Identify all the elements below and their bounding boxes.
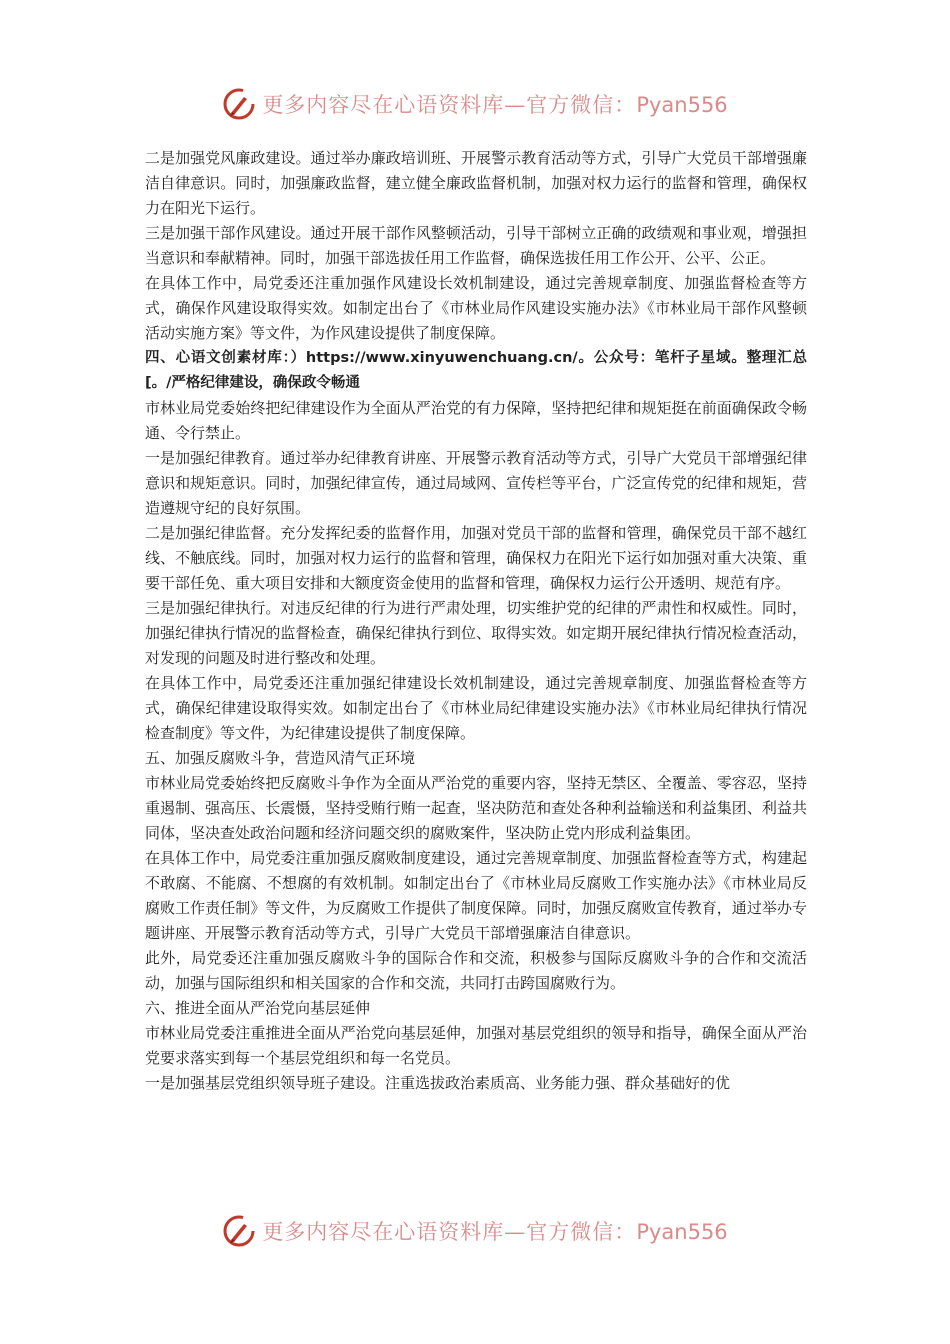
section-heading: 四、心语文创素材库：）https://www.xinyuwenchuang.cn/。公众号：笔杆子星域。整理汇总[。/严格纪律建设，确保政令畅通 [145, 350, 807, 391]
header-banner [0, 84, 950, 124]
paragraph: 市林业局党委始终把纪律建设作为全面从严治党的有力保障，坚持把纪律和规矩挺在前面确保政令畅通、令行禁止。 [145, 399, 807, 442]
paragraph: 此外，局党委还注重加强反腐败斗争的国际合作和交流，积极参与国际反腐败斗争的合作和交流活动，加强与国际组织和相关国家的合作和交流，共同打击跨国腐败行为。 [145, 949, 807, 992]
paragraph: 一是加强基层党组织领导班子建设。注重选拔政治素质高、业务能力强、群众基础好的优 [145, 1074, 731, 1092]
paragraph: 二是加强党风廉政建设。通过举办廉政培训班、开展警示教育活动等方式，引导广大党员干部增强廉洁自律意识。同时，加强廉政监督，建立健全廉政监督机制，加强对权力运行的监督和管理，确保权力在阳光下运行。 [145, 149, 807, 217]
paragraph: 市林业局党委注重推进全面从严治党向基层延伸，加强对基层党组织的领导和指导，确保全面从严治党要求落实到每一个基层党组织和每一名党员。 [145, 1024, 807, 1067]
wechat-id: Pyan556 [636, 93, 728, 117]
paragraph: 市林业局党委始终把反腐败斗争作为全面从严治党的重要内容，坚持无禁区、全覆盖、零容忍，坚持重遏制、强高压、长震慑，坚持受贿行贿一起查，坚决防范和查处各种利益输送和利益集团、利益共同体，坚决查处政治问题和经济问题交织的腐败案件，坚决防止党内形成利益集团。 [145, 774, 807, 842]
banner-text: 更多内容尽在心语资料库—官方微信：Pyan556 [262, 93, 728, 117]
brush-logo-icon [222, 87, 256, 121]
paragraph: 五、加强反腐败斗争，营造风清气正环境 [145, 749, 416, 767]
document-body [145, 146, 807, 1096]
paragraph: 在具体工作中，局党委还注重加强作风建设长效机制建设，通过完善规章制度、加强监督检查等方式，确保作风建设取得实效。如制定出台了《市林业局作风建设实施办法》《市林业局干部作风整顿活动实施方案》等文件，为作风建设提供了制度保障。 [145, 274, 807, 342]
paragraph: 在具体工作中，局党委注重加强反腐败制度建设，通过完善规章制度、加强监督检查等方式，构建起不敢腐、不能腐、不想腐的有效机制。如制定出台了《市林业局反腐败工作实施办法》《市林业局反腐败工作责任制》等文件，为反腐败工作提供了制度保障。同时，加强反腐败宣传教育，通过举办专题讲座、开展警示教育活动等方式，引导广大党员干部增强廉洁自律意识。 [145, 849, 807, 942]
brush-logo-icon [222, 1214, 256, 1248]
paragraph: 三是加强纪律执行。对违反纪律的行为进行严肃处理，切实维护党的纪律的严肃性和权威性。同时，加强纪律执行情况的监督检查，确保纪律执行到位、取得实效。如定期开展纪律执行情况检查活动，对发现的问题及时进行整改和处理。 [145, 599, 807, 667]
paragraph: 六、推进全面从严治党向基层延伸 [145, 999, 371, 1017]
paragraph: 一是加强纪律教育。通过举办纪律教育讲座、开展警示教育活动等方式，引导广大党员干部增强纪律意识和规矩意识。同时，加强纪律宣传，通过局域网、宣传栏等平台，广泛宣传党的纪律和规矩，营造遵规守纪的良好氛围。 [145, 449, 807, 517]
footer-banner [0, 1211, 950, 1251]
paragraph: 三是加强干部作风建设。通过开展干部作风整顿活动，引导干部树立正确的政绩观和事业观，增强担当意识和奉献精神。同时，加强干部选拔任用工作监督，确保选拔任用工作公开、公平、公正。 [145, 224, 807, 267]
wechat-id: Pyan556 [636, 1220, 728, 1244]
paragraph: 二是加强纪律监督。充分发挥纪委的监督作用，加强对党员干部的监督和管理，确保党员干部不越红线、不触底线。同时，加强对权力运行的监督和管理，确保权力在阳光下运行如加强对重大决策、重要干部任免、重大项目安排和大额度资金使用的监督和管理，确保权力运行公开透明、规范有序。 [145, 524, 807, 592]
paragraph: 在具体工作中，局党委还注重加强纪律建设长效机制建设，通过完善规章制度、加强监督检查等方式，确保纪律建设取得实效。如制定出台了《市林业局纪律建设实施办法》《市林业局纪律执行情况检查制度》等文件，为纪律建设提供了制度保障。 [145, 674, 807, 742]
banner-text: 更多内容尽在心语资料库—官方微信：Pyan556 [262, 1220, 728, 1244]
